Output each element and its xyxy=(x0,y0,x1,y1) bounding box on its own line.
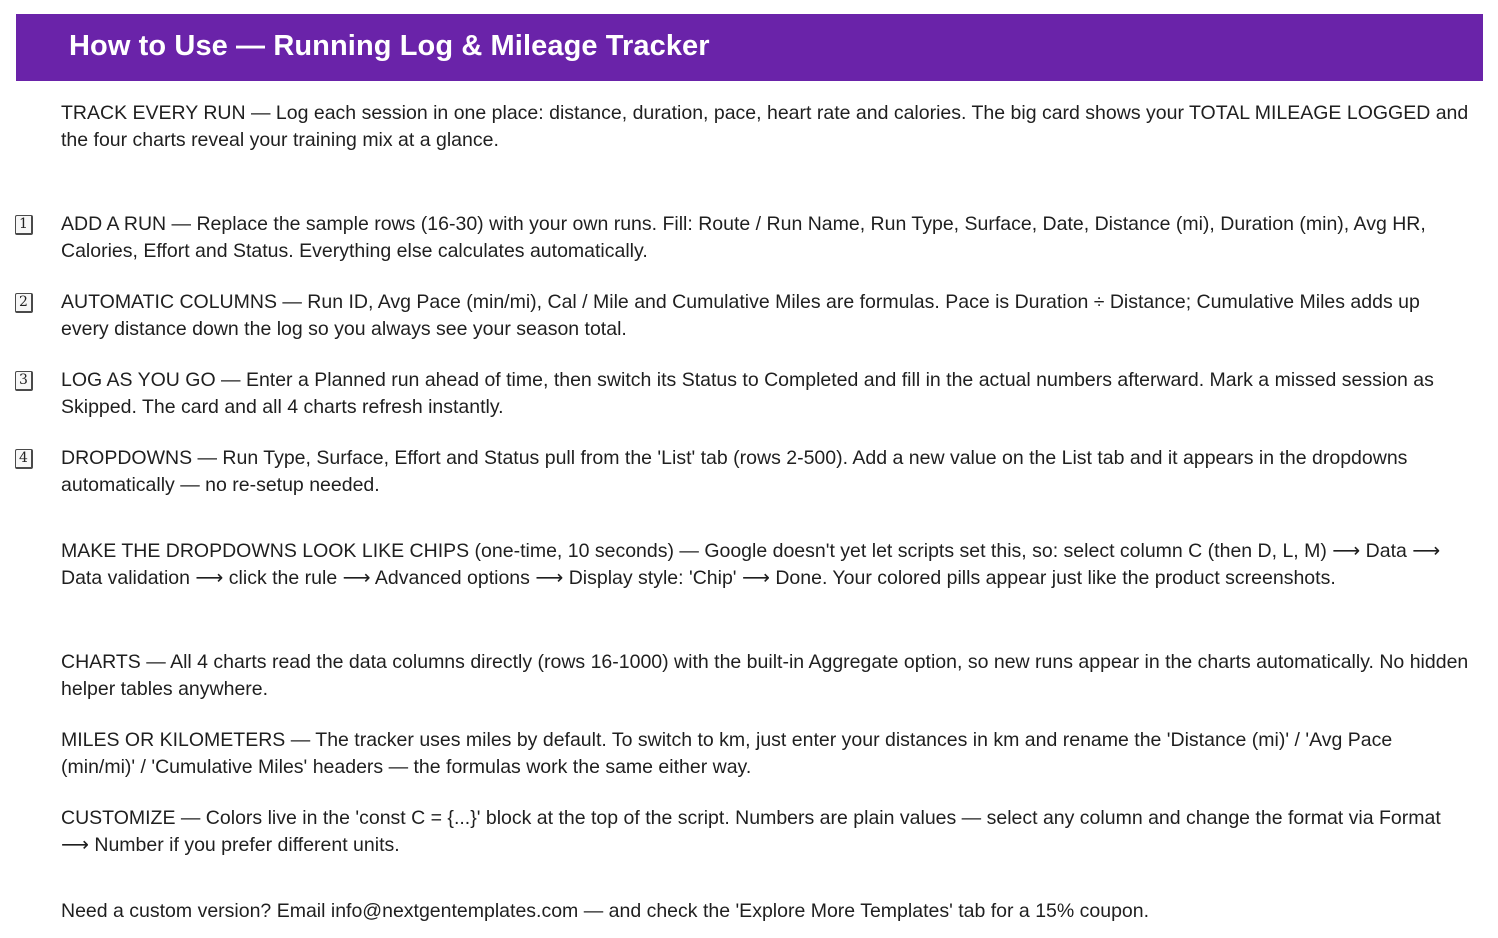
keycap-digit-two-icon: 2 xyxy=(15,293,33,313)
page-title: How to Use — Running Log & Mileage Tracker xyxy=(69,30,710,62)
step-1-text: ADD A RUN — Replace the sample rows (16-30) with your own runs. Fill: Route / Run Name, Run Type, Surface, Date, Distance (mi), Duration (min), Avg HR, Calories, Effort and Status. Everything else calculates automatically. xyxy=(61,213,1426,262)
keycap-digit-one-icon: 1 xyxy=(15,215,33,235)
keycap-digit-four-icon: 4 xyxy=(15,449,33,469)
step-2-text: AUTOMATIC COLUMNS — Run ID, Avg Pace (min/mi), Cal / Mile and Cumulative Miles are formulas. Pace is Duration ÷ Distance; Cumulative Miles adds up every distance down the log so you always see your season total. xyxy=(61,291,1420,340)
step-3-text: LOG AS YOU GO — Enter a Planned run ahead of time, then switch its Status to Completed and fill in the actual numbers afterward. Mark a missed session as Skipped. The card and all 4 charts refresh instantly. xyxy=(61,369,1434,418)
customize-note: CUSTOMIZE — Colors live in the 'const C = {...}' block at the top of the script. Numbers are plain values — select any column and change the format via Format ⟶ Number if you prefer different units. xyxy=(61,807,1441,856)
contact-note: Need a custom version? Email info@nextgentemplates.com — and check the 'Explore More Templates' tab for a 15% coupon. xyxy=(61,900,1150,922)
intro-text: TRACK EVERY RUN — Log each session in one place: distance, duration, pace, heart rate and calories. The big card shows your TOTAL MILEAGE LOGGED and the four charts reveal your training mix at a glance. xyxy=(61,102,1469,151)
keycap-digit-three-icon: 3 xyxy=(15,371,33,391)
header-banner xyxy=(16,14,1483,81)
chips-note: MAKE THE DROPDOWNS LOOK LIKE CHIPS (one-time, 10 seconds) — Google doesn't yet let scripts set this, so: select column C (then D, L, M) ⟶ Data ⟶ Data validation ⟶ click the rule ⟶ Advanced options ⟶ Display style: 'Chip' ⟶ Done. Your colored pills appear just like the product screenshots. xyxy=(61,540,1441,589)
charts-note: CHARTS — All 4 charts read the data columns directly (rows 16-1000) with the built-in Aggregate option, so new runs appear in the charts automatically. No hidden helper tables anywhere. xyxy=(61,651,1469,700)
units-note: MILES OR KILOMETERS — The tracker uses miles by default. To switch to km, just enter your distances in km and rename the 'Distance (mi)' / 'Avg Pace (min/mi)' / 'Cumulative Miles' headers — the formulas work the same either way. xyxy=(61,729,1393,778)
step-4-text: DROPDOWNS — Run Type, Surface, Effort and Status pull from the 'List' tab (rows 2-500). Add a new value on the List tab and it appears in the dropdowns automatically — no re-setup needed. xyxy=(61,447,1408,496)
